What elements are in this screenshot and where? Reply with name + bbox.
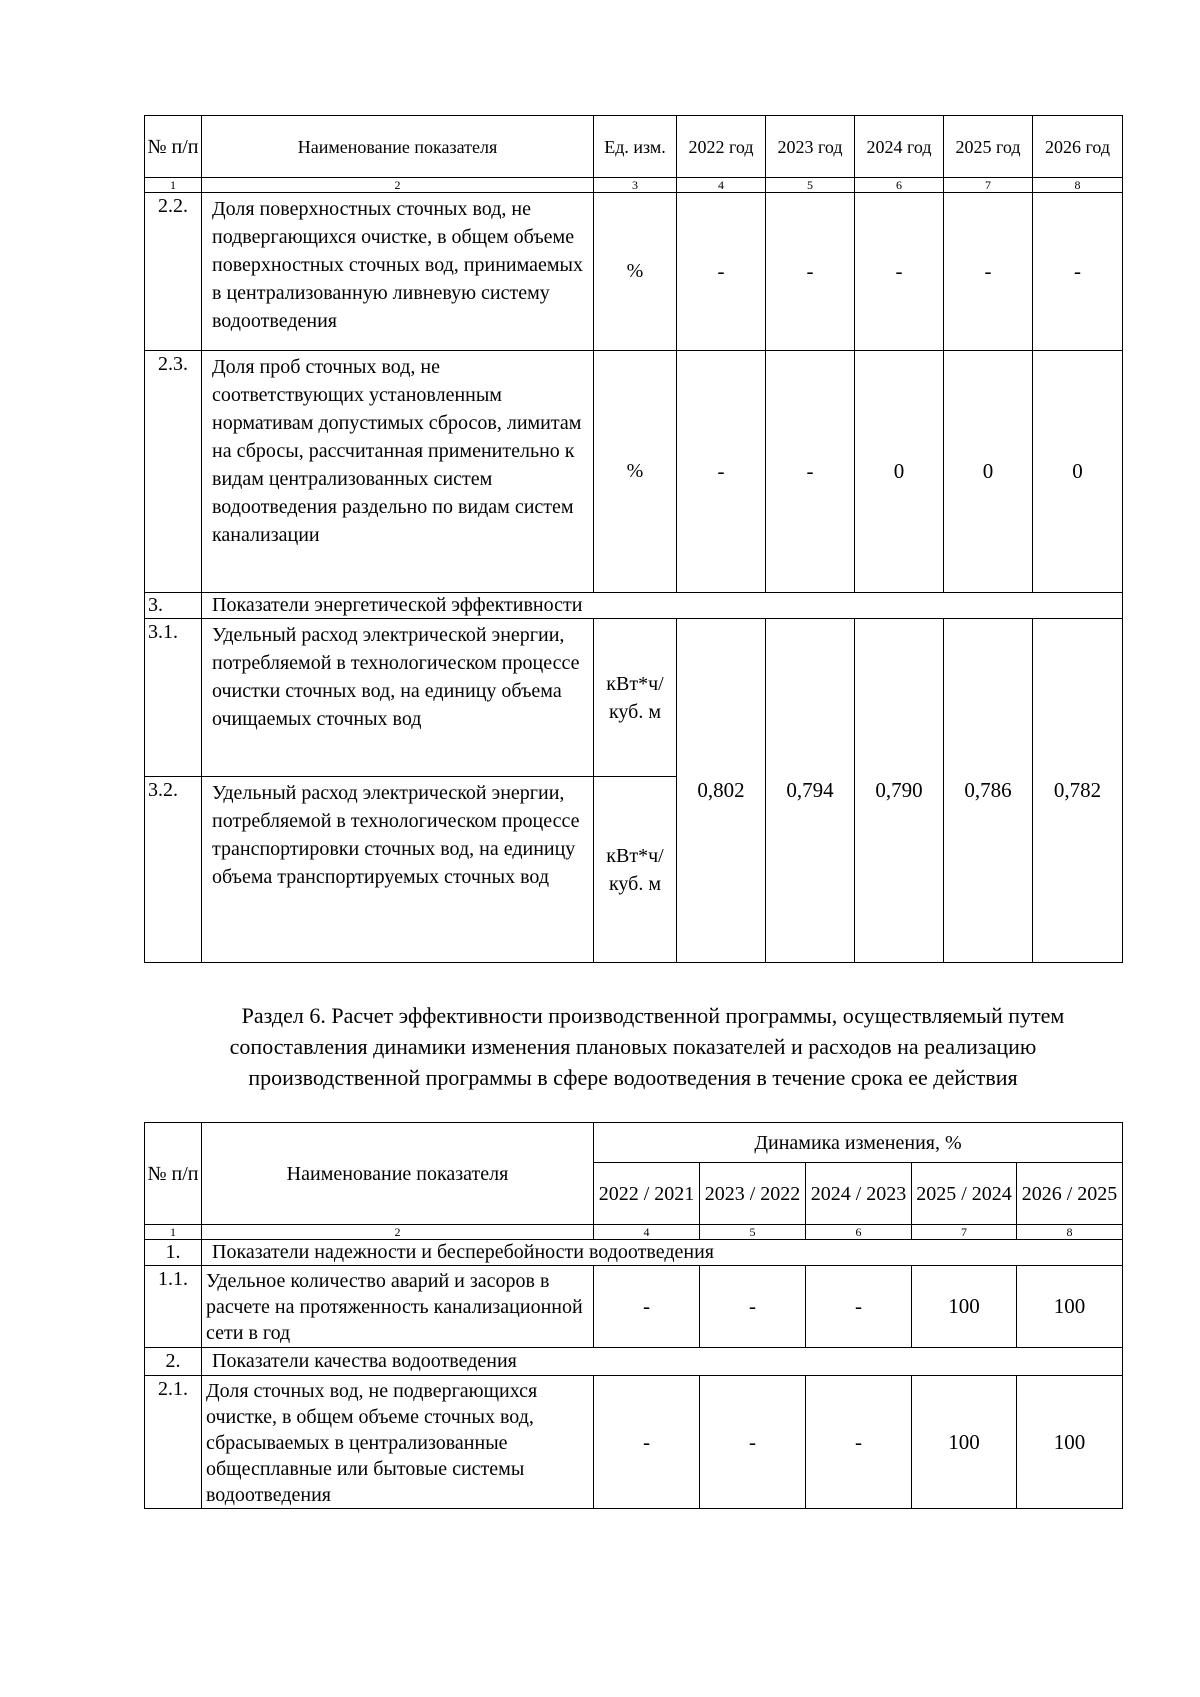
row-name: Доля поверхностных сточных вод, не подвергающихся очистке, в общем объеме поверхностных сточных вод, принимаемых в централизованную ливневую систему водоотведения [202, 193, 594, 351]
shared-value: 0,782 [1033, 619, 1123, 963]
table-row [145, 619, 1123, 777]
col-number: 3 [594, 178, 677, 193]
row-index: 2.1. [145, 1376, 202, 1509]
section-index: 3. [145, 593, 202, 619]
header-year: 2025 год [944, 116, 1033, 178]
section-row [145, 593, 1123, 619]
row-value: 100 [912, 1376, 1017, 1509]
header-period: 2023 / 2022 [700, 1163, 806, 1225]
row-value: - [944, 193, 1033, 351]
table-header-row [145, 1123, 1123, 1163]
indicators-table [144, 115, 1123, 963]
shared-value: 0,790 [855, 619, 944, 963]
section-title: Показатели качества водоотведения [202, 1348, 1123, 1376]
table-row [145, 1376, 1123, 1509]
shared-value: 0,786 [944, 619, 1033, 963]
row-value: - [855, 193, 944, 351]
table-row [145, 193, 1123, 351]
row-value: - [677, 193, 766, 351]
col-number: 8 [1017, 1225, 1123, 1240]
col-number: 6 [806, 1225, 912, 1240]
row-value: 0 [944, 351, 1033, 593]
header-period: 2026 / 2025 [1017, 1163, 1123, 1225]
col-number: 7 [912, 1225, 1017, 1240]
row-unit: кВт*ч/ куб. м [594, 777, 677, 963]
row-value: - [700, 1376, 806, 1509]
row-value: - [806, 1266, 912, 1348]
col-number: 1 [145, 178, 202, 193]
header-year: 2022 год [677, 116, 766, 178]
header-period: 2025 / 2024 [912, 1163, 1017, 1225]
row-index: 1.1. [145, 1266, 202, 1348]
column-number-row [145, 1225, 1123, 1240]
col-number: 1 [145, 1225, 202, 1240]
row-index: 3.2. [145, 777, 202, 963]
header-year: 2023 год [766, 116, 855, 178]
header-period: 2022 / 2021 [594, 1163, 700, 1225]
row-value: - [1033, 193, 1123, 351]
col-number: 6 [855, 178, 944, 193]
row-name: Удельное количество аварий и засоров в расчете на протяженность канализационной сети в год [202, 1266, 594, 1348]
col-number: 5 [700, 1225, 806, 1240]
title-line: Раздел 6. Расчет эффективности производственной программы, осуществляемый путем [241, 1003, 1065, 1028]
header-name: Наименование показателя [202, 116, 594, 178]
section-row [145, 1348, 1123, 1376]
col-number: 4 [677, 178, 766, 193]
row-value: - [700, 1266, 806, 1348]
shared-value: 0,794 [766, 619, 855, 963]
row-value: - [677, 351, 766, 593]
title-line: сопоставления динамики изменения плановых показателей и расходов на реализацию [229, 1034, 1037, 1059]
row-index: 3.1. [145, 619, 202, 777]
section-title: Показатели энергетической эффективности [202, 593, 1123, 619]
row-index: 2.2. [145, 193, 202, 351]
row-name: Доля сточных вод, не подвергающихся очистке, в общем объеме сточных вод, сбрасываемых в централизованные общесплавные или бытовые системы водоотведения [202, 1376, 594, 1509]
section-row [145, 1240, 1123, 1266]
section-6-title [144, 1000, 1122, 1093]
header-year: 2024 год [855, 116, 944, 178]
row-unit: кВт*ч/ куб. м [594, 619, 677, 777]
section-index: 2. [145, 1348, 202, 1376]
row-value: 100 [1017, 1376, 1123, 1509]
row-value: - [594, 1376, 700, 1509]
col-number: 8 [1033, 178, 1123, 193]
row-value: 0 [1033, 351, 1123, 593]
row-value: - [594, 1266, 700, 1348]
column-number-row [145, 178, 1123, 193]
table-header-row [145, 116, 1123, 178]
header-unit: Ед. изм. [594, 116, 677, 178]
table-row [145, 351, 1123, 593]
row-value: - [766, 351, 855, 593]
row-unit: % [594, 351, 677, 593]
col-number: 5 [766, 178, 855, 193]
header-period: 2024 / 2023 [806, 1163, 912, 1225]
section-index: 1. [145, 1240, 202, 1266]
header-year: 2026 год [1033, 116, 1123, 178]
row-name: Доля проб сточных вод, не соответствующих установленным нормативам допустимых сбросов, лимитам на сбросы, рассчитанная применительно к видам централизованных систем водоотведения раздельно по видам систем канализации [202, 351, 594, 593]
row-value: 0 [855, 351, 944, 593]
row-value: 100 [1017, 1266, 1123, 1348]
dynamics-table [144, 1122, 1123, 1509]
section-title: Показатели надежности и бесперебойности водоотведения [202, 1240, 1123, 1266]
row-value: - [806, 1376, 912, 1509]
row-value: - [766, 193, 855, 351]
title-line: производственной программы в сфере водоотведения в течение срока ее действия [248, 1065, 1018, 1090]
header-num: № п/п [145, 116, 202, 178]
row-name: Удельный расход электрической энергии, потребляемой в технологическом процессе транспортировки сточных вод, на единицу объема транспортируемых сточных вод [202, 777, 594, 963]
row-name: Удельный расход электрической энергии, потребляемой в технологическом процессе очистки сточных вод, на единицу объема очищаемых сточных вод [202, 619, 594, 777]
header-dynamics: Динамика изменения, % [594, 1123, 1123, 1163]
row-unit: % [594, 193, 677, 351]
col-number: 2 [202, 178, 594, 193]
row-value: 100 [912, 1266, 1017, 1348]
col-number: 2 [202, 1225, 594, 1240]
table-row [145, 1266, 1123, 1348]
col-number: 4 [594, 1225, 700, 1240]
row-index: 2.3. [145, 351, 202, 593]
header-name: Наименование показателя [202, 1123, 594, 1225]
header-num: № п/п [145, 1123, 202, 1225]
col-number: 7 [944, 178, 1033, 193]
shared-value: 0,802 [677, 619, 766, 963]
